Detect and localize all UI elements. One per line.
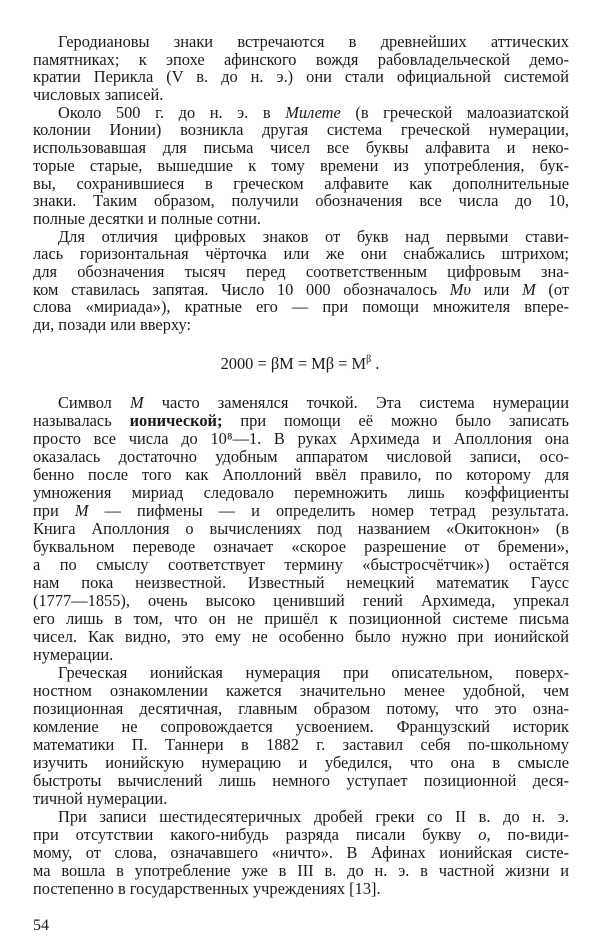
text-line xyxy=(33,736,569,754)
text-line xyxy=(33,298,569,316)
text-run: оказалась достаточно удобным аппаратом числовой записи, осо- xyxy=(33,447,569,466)
text-run: мому, от слова, означавшего «ничто». В Афинах ионийская систе- xyxy=(33,843,569,862)
text-run: при xyxy=(33,501,75,520)
text-line xyxy=(33,502,569,520)
text-run: (от xyxy=(535,279,570,299)
text-run: кратии Перикла (V в. до н. э.) они стали официальной системой xyxy=(33,67,569,87)
text-run: ностном ознакомлении кажется значительно менее удобной, чем xyxy=(33,681,569,700)
text-line xyxy=(33,192,569,210)
text-line xyxy=(33,263,569,281)
text-line xyxy=(33,628,569,646)
text-line xyxy=(33,68,569,86)
text-line xyxy=(33,157,569,175)
text-run: для обозначения тысяч перед соответственным цифровым зна- xyxy=(33,261,569,281)
text-run: слова «мириада»), кратные его — при помощи множителя впере- xyxy=(33,297,569,317)
text-line xyxy=(33,556,569,574)
italic-text: Милете xyxy=(285,102,341,122)
text-line xyxy=(33,484,569,502)
text-run: буквальном переводе означает «скорое разрешение от бремени», xyxy=(33,537,569,556)
text-run: при отсутствии какого-нибудь разряда писали букву xyxy=(33,825,479,844)
paragraph xyxy=(33,104,569,228)
text-run: умножения мириад следовало перемножить лишь коэффициенты xyxy=(33,483,569,502)
text-line xyxy=(33,121,569,139)
text-run: Около 500 г. до н. э. в xyxy=(58,102,286,122)
paragraph xyxy=(33,33,569,104)
text-run: использовавшая для письма чисел все буквы алфавита и неко- xyxy=(33,138,569,158)
text-line xyxy=(33,844,569,862)
text-line xyxy=(33,316,569,334)
text-line xyxy=(33,808,569,826)
text-run: изучить ионийскую нумерацию и убедился, что она в смысле xyxy=(33,753,569,772)
text-line xyxy=(33,228,569,246)
text-run: лась горизонтальная чёрточка или же они снабжались штрихом; xyxy=(33,244,569,264)
text-line xyxy=(33,245,569,263)
paragraph xyxy=(33,664,569,808)
text-run: (в греческой малоазиатской xyxy=(340,102,569,122)
text-line xyxy=(33,281,569,299)
text-run: При записи шестидесятеричных дробей греки со II в. до н. э. xyxy=(58,807,569,826)
text-line xyxy=(33,610,569,628)
text-run: (1777—1855), очень высоко ценивший гений Архимеда, упрекал xyxy=(33,591,569,610)
text-run: постепенно в государственных учреждениях [13]. xyxy=(33,879,381,898)
text-run: бенно после того как Аполлоний ввёл правило, по которому для xyxy=(33,465,569,484)
text-line xyxy=(33,394,569,412)
text-line xyxy=(33,880,569,898)
text-line xyxy=(33,520,569,538)
text-run: ди, позади или вверху: xyxy=(33,315,192,334)
formula-tail: . xyxy=(371,354,380,373)
text-line xyxy=(33,139,569,157)
text-line xyxy=(33,430,569,448)
text-line xyxy=(33,210,569,228)
text-run: комление не сопровождается усвоением. Французский историк xyxy=(33,717,569,736)
text-run: его лишь в том, что он не пришёл к позиционной системе письма xyxy=(33,609,569,628)
text-line xyxy=(33,754,569,772)
bold-term: ионической; xyxy=(129,411,223,430)
text-run: нумерации. xyxy=(33,645,114,664)
text-block-bottom xyxy=(33,394,569,898)
formula xyxy=(0,354,600,374)
text-run: полные десятки и полные сотни. xyxy=(33,208,261,228)
text-run: ма вошла в употребление уже в III в. до н. э. в частной жизни и xyxy=(33,861,569,880)
text-line xyxy=(33,592,569,610)
text-line xyxy=(33,574,569,592)
text-run: тичной нумерации. xyxy=(33,789,168,808)
text-line xyxy=(33,104,569,122)
text-line xyxy=(33,86,569,104)
text-run: Геродиановы знаки встречаются в древнейших аттических xyxy=(58,32,569,51)
text-run: математики П. Таннери в 1882 г. заставил себя по-школьному xyxy=(33,735,569,754)
italic-text: o, xyxy=(478,825,491,844)
text-line xyxy=(33,772,569,790)
text-line xyxy=(33,826,569,844)
text-line xyxy=(33,51,569,69)
text-run: быстроты вычислений лишь немного уступает позиционной деся- xyxy=(33,771,569,790)
text-line xyxy=(33,412,569,430)
italic-text: M xyxy=(522,279,536,299)
text-run: или xyxy=(470,279,523,299)
text-run: а по смыслу соответствует термину «быстросчётчик») остаётся xyxy=(33,555,569,574)
paragraph xyxy=(33,394,569,664)
text-line xyxy=(33,33,569,51)
text-run: просто все числа до 10⁸—1. В руках Архимеда и Аполлония она xyxy=(33,429,569,448)
italic-text: Mυ xyxy=(449,279,471,299)
text-run: торые старые, вышедшие к тому времени из употребления, бук- xyxy=(33,155,569,175)
text-run: Греческая ионийская нумерация при описательном, поверх- xyxy=(58,663,569,682)
italic-text: M xyxy=(74,501,89,520)
text-block-top xyxy=(33,33,569,334)
text-run: называлась xyxy=(33,411,130,430)
text-run: Символ xyxy=(58,393,130,412)
text-line xyxy=(33,862,569,880)
text-run: при помощи её можно было записать xyxy=(222,411,569,430)
paragraph xyxy=(33,808,569,898)
text-line xyxy=(33,175,569,193)
text-run: нам пока неизвестной. Известный немецкий математик Гаусс xyxy=(33,573,569,592)
text-run: Для отличия цифровых знаков от букв над первыми стави- xyxy=(58,226,569,246)
paragraph xyxy=(33,228,569,334)
text-line xyxy=(33,790,569,808)
text-line xyxy=(33,646,569,664)
text-run: чисел. Как видно, это ему не особенно было нужно при ионийской xyxy=(33,627,569,646)
italic-text: M xyxy=(129,393,144,412)
text-run: позиционная десятичная, главным образом потому, что это озна- xyxy=(33,699,569,718)
text-run: Книга Аполлония о вычислениях под названием «Окитокнон» (в xyxy=(33,519,569,538)
text-line xyxy=(33,682,569,700)
page-number: 54 xyxy=(33,917,49,934)
text-line xyxy=(33,466,569,484)
text-run: — пифмены — и определить номер тетрад результата. xyxy=(88,501,569,520)
text-line xyxy=(33,700,569,718)
text-line xyxy=(33,448,569,466)
text-run: знаки. Таким образом, получили обозначения все числа до 10, xyxy=(33,191,569,211)
text-run: по-види- xyxy=(490,825,570,844)
formula-superscript: β xyxy=(366,354,372,365)
formula-main: 2000 = βM = Mβ = M xyxy=(220,354,367,373)
text-line xyxy=(33,664,569,682)
text-run: колонии Ионии) возникла другая система греческой нумерации, xyxy=(33,120,569,140)
text-run: часто заменялся точкой. Эта система нумерации xyxy=(143,393,569,412)
text-run: памятниках; к эпохе афинского вождя рабовладельческой демо- xyxy=(33,49,569,69)
text-run: вы, сохранившиеся в греческом алфавите как дополнительные xyxy=(33,173,569,193)
text-line xyxy=(33,538,569,556)
text-run: ком ставилась запятая. Число 10 000 обозначалось xyxy=(33,279,450,299)
text-line xyxy=(33,718,569,736)
text-run: числовых записей. xyxy=(33,85,164,105)
